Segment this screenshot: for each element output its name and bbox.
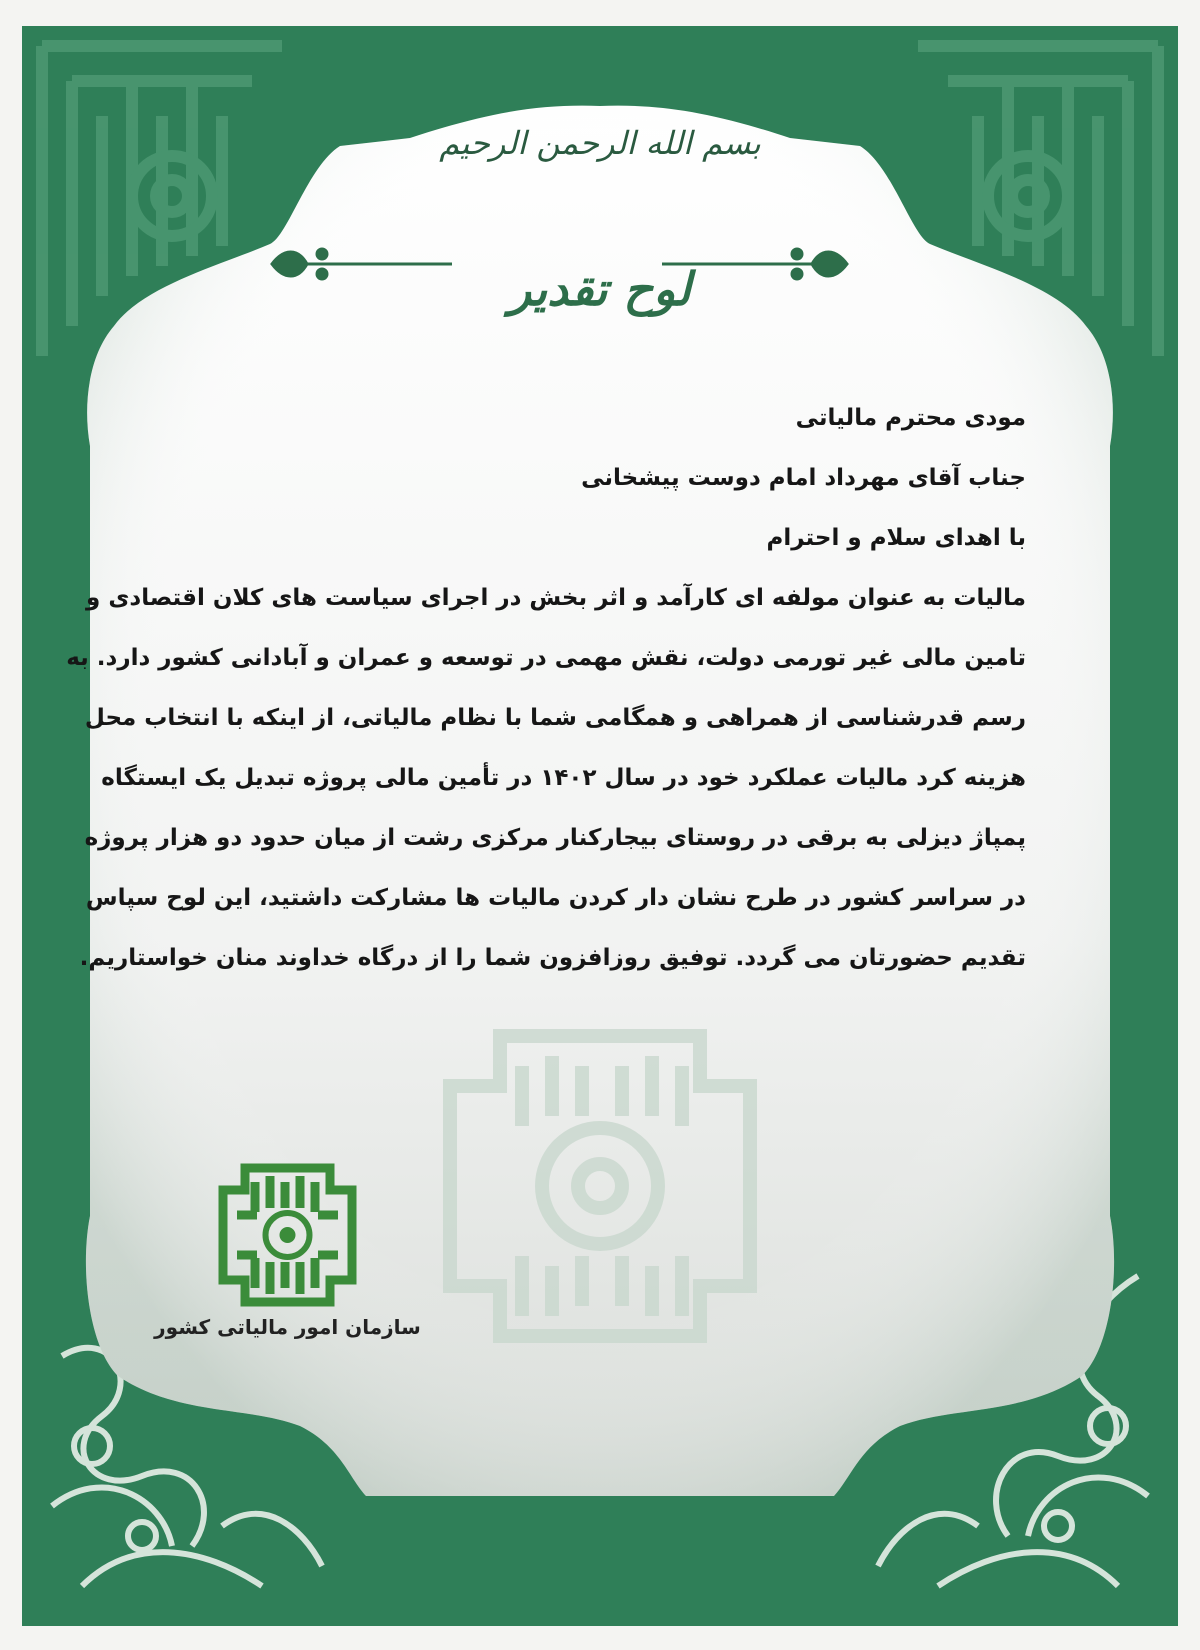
certificate-title: لوح تقدير: [509, 262, 691, 316]
greeting: با اهدای سلام و احترام: [766, 525, 1026, 551]
body-line-3: رسم قدرشناسی از همراهی و همگامی شما با نظام مالیاتی، از اینکه با انتخاب محل: [84, 705, 1026, 731]
certificate-body: [66, 388, 1026, 988]
body-line-6: در سراسر کشور در طرح نشان دار کردن مالیات ها مشارکت داشتید، این لوح سپاس: [85, 885, 1026, 911]
body-line-5: پمپاژ دیزلی به برقی در روستای بیجارکنار مرکزی رشت از میان حدود دو هزار پروژه: [84, 825, 1026, 851]
recipient-name: جناب آقای مهرداد امام دوست پیشخانی: [581, 465, 1026, 491]
body-line-4: هزینه کرد مالیات عملکرد خود در سال ۱۴۰۲ در تأمین مالی پروژه تبدیل یک ایستگاه: [101, 765, 1026, 791]
organization-name: سازمان امور مالیاتی کشور: [154, 1315, 421, 1339]
bismillah-calligraphy: بسم الله الرحمن الرحيم: [439, 124, 761, 162]
salutation: مودی محترم مالیاتی: [795, 405, 1026, 431]
body-line-2: تامین مالی غیر تورمی دولت، نقش مهمی در توسعه و عمران و آبادانی کشور دارد. به: [66, 645, 1026, 671]
body-line-1: مالیات به عنوان مولفه ای کارآمد و اثر بخش در اجرای سیاست های کلان اقتصادی و: [86, 585, 1026, 611]
body-line-7: تقدیم حضورتان می گردد. توفیق روزافزون شما را از درگاه خداوند منان خواستاریم.: [79, 945, 1026, 971]
tax-organization-logo: [215, 1160, 360, 1310]
